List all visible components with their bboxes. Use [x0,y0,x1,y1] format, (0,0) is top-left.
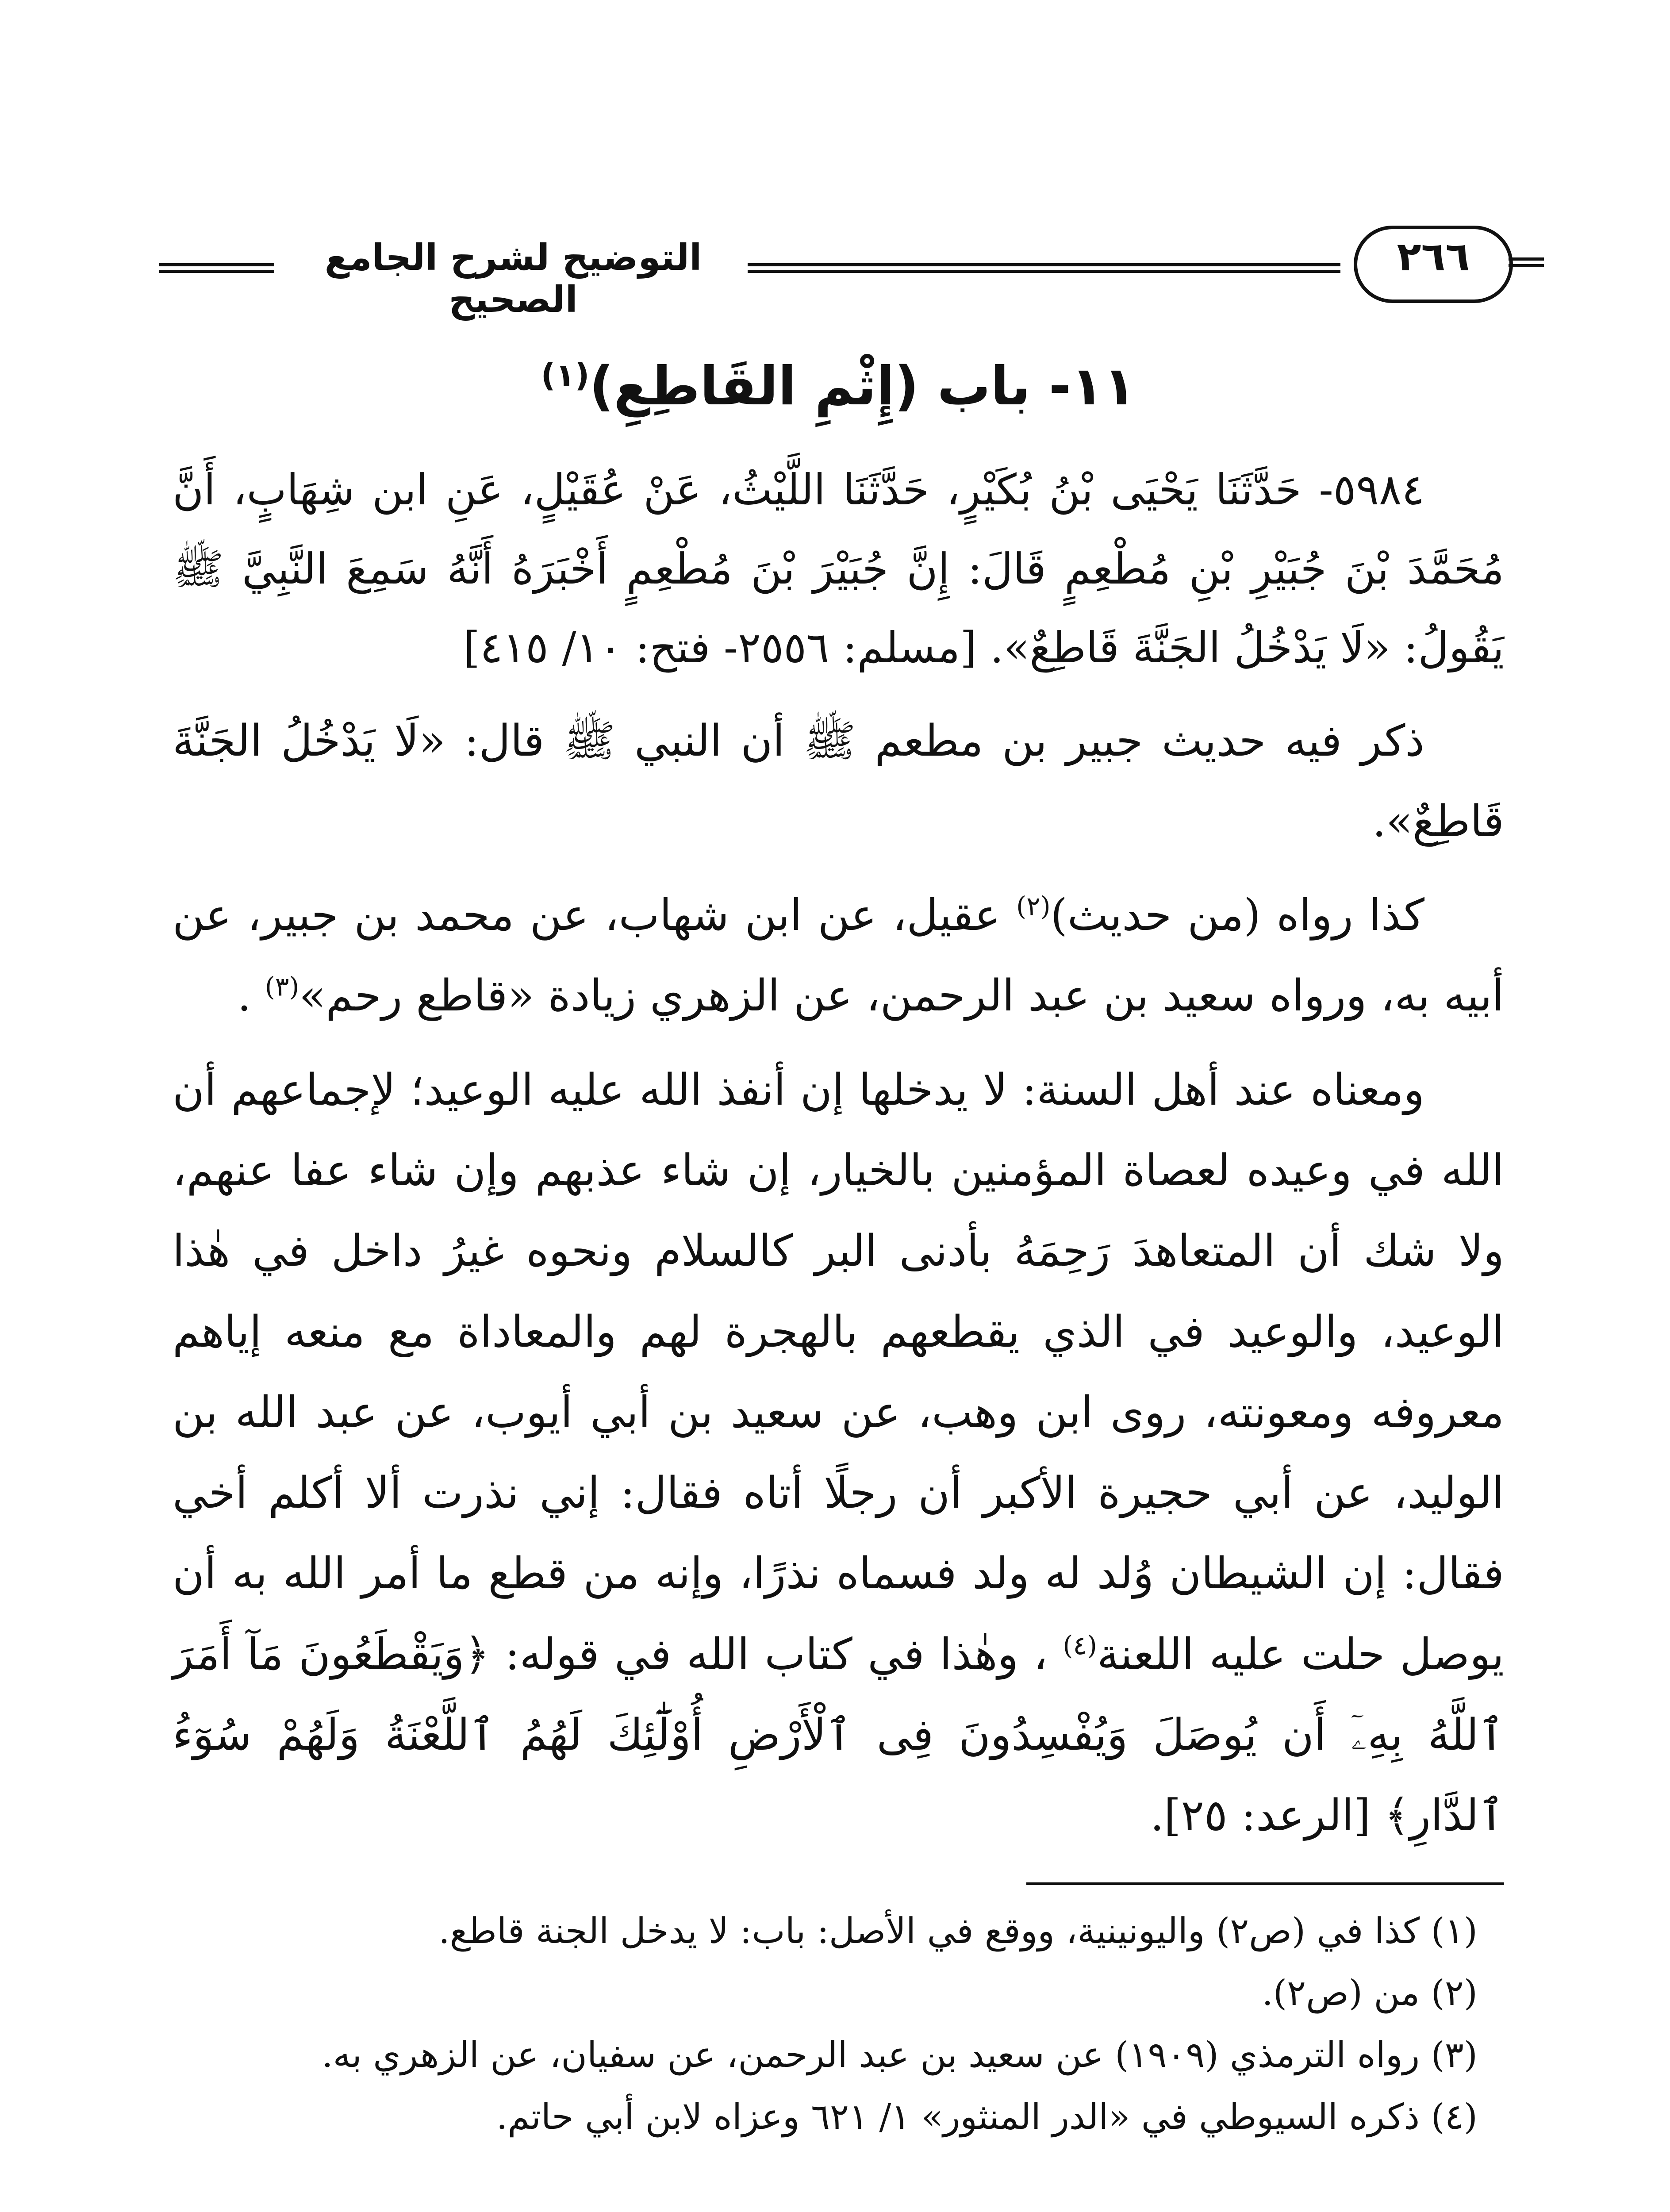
paragraph-2 [173,875,1504,1037]
paragraph-2-part-b: عقيل، عن ابن شهاب، عن محمد بن جبير، عن أبيه به، ورواه سعيد بن عبد الرحمن، عن الزهري زيادة «قاطع رحم» [173,890,1504,1022]
page-number: ٢٦٦ [1397,234,1470,280]
page-body [173,349,1504,2151]
running-title: التوضيح لشرح الجامع الصحيح [324,237,702,321]
footnote-ref-3: (٣) [265,971,299,1002]
footnote-1: (١) كذا في (ص٢) واليونينية، ووقع في الأصل: باب: لا يدخل الجنة قاطع. [438,1910,1478,1952]
footnote-ref-1: (١) [541,357,590,394]
footnote-ref-2: (٢) [1016,891,1051,922]
paragraph-3-part-a: ومعناه عند أهل السنة: لا يدخلها إن أنفذ الله عليه الوعيد؛ لإجماعهم أن الله في وعيده لعصاة المؤمنين بالخيار، إن شاء عذبهم وإن شاء عفا عنهم، ولا شك أن المتعاهدَ رَحِمَهُ بأدنى البر كالسلام ونحوه غيرُ داخل في هٰذا الوعيد، والوعيد في الذي يقطعهم بالهجرة لهم والمعاداة مع منعه إياهم معروفه ومعونته، روى ابن وهب، عن سعيد بن أبي أيوب، عن عبد الله بن الوليد، عن أبي حجيرة الأكبر أن رجلًا أتاه فقال: إني نذرت ألا أكلم أخي فقال: إن الشيطان وُلد له ولد فسماه نذرًا، وإنه من قطع ما أمر الله به أن يوصل حلت عليه اللعنة [173,1064,1505,1680]
footnotes-list [173,1903,1504,2145]
footnote-3: (٣) رواه الترمذي (١٩٠٩) عن سعيد بن عبد الرحمن، عن سفيان، عن الزهري به. [322,2034,1478,2076]
page-header [159,221,1544,321]
footnote-2: (٢) من (ص٢). [1262,1972,1478,2014]
paragraph-3-part-b: ، وهٰذا في كتاب الله في قوله: ﴿وَيَقْطَعُونَ مَآ أَمَرَ ٱللَّهُ بِهِۦٓ أَن يُوصَلَ وَيُفْسِدُونَ فِى ٱلْأَرْضِ أُوْلَٰٓئِكَ لَهُمُ ٱللَّعْنَةُ وَلَهُمْ سُوٓءُ ٱلدَّارِ﴾ [الرعد: ٢٥]. [173,1629,1504,1841]
header-rule-left [159,263,274,273]
paragraph-2-part-c: . [237,971,265,1022]
paragraph-1: ذكر فيه حديث جبير بن مطعم ﷺ أن النبي ﷺ قال: «لَا يَدْخُلُ الجَنَّةَ قَاطِعٌ». [173,715,1504,847]
footnote-ref-4: (٤) [1063,1629,1097,1660]
header-rule-right [748,263,1340,273]
hadith-text: ٥٩٨٤- حَدَّثَنَا يَحْيَى بْنُ بُكَيْرٍ، حَدَّثَنَا اللَّيْثُ، عَنْ عُقَيْلٍ، عَنِ ابن شِهَابٍ، أَنَّ مُحَمَّدَ بْنَ جُبَيْرِ بْنِ مُطْعِمٍ قَالَ: إِنَّ جُبَيْرَ بْنَ مُطْعِمٍ أَخْبَرَهُ أَنَّهُ سَمِعَ النَّبِيَّ ﷺ يَقُولُ: «لَا يَدْخُلُ الجَنَّةَ قَاطِعٌ». [مسلم: ٢٥٥٦- فتح: ١٠/ ٤١٥] [173,465,1504,673]
chapter-title: ١١- باب (إِثْمِ القَاطِعِ) [589,356,1136,417]
paragraph-2-part-a: كذا رواه (من حديث) [1050,890,1424,941]
page-number-rule [1509,257,1544,267]
footnote-4: (٤) ذكره السيوطي في «الدر المنثور» ١/ ٦٢١ وعزاه لابن أبي حاتم. [496,2096,1478,2138]
chapter-heading [173,349,1504,424]
paragraph-3 [173,1050,1504,1856]
page-number-badge [1354,226,1539,303]
footnote-separator [1026,1882,1504,1885]
